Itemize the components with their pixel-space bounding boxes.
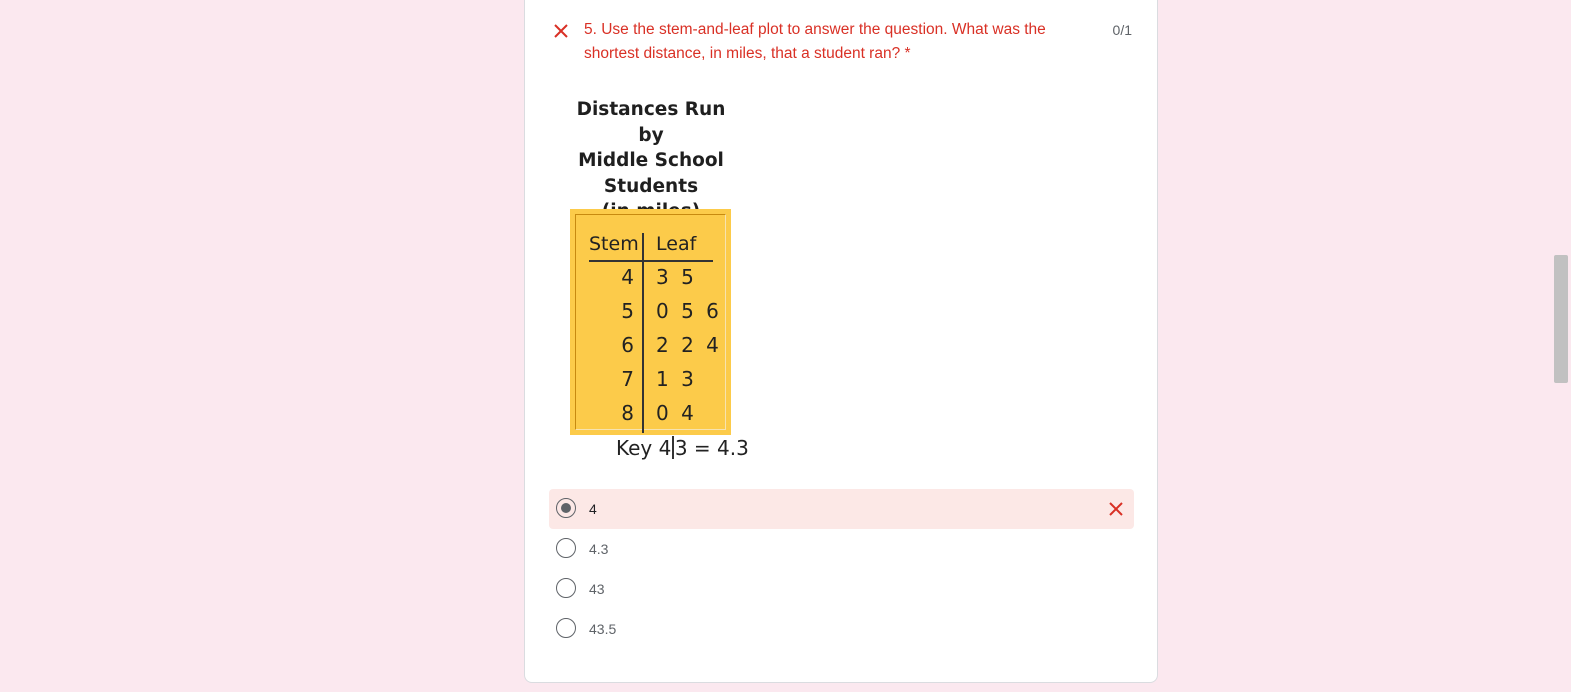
radio-button[interactable] [556,498,576,518]
stem-header: Stem [589,233,639,255]
leaf-header: Leaf [656,233,697,255]
answer-option-label: 4 [589,501,597,517]
answer-options [549,489,1134,649]
close-icon [1108,501,1124,517]
stem-value: 8 [621,401,634,425]
plot-table-box [570,209,731,435]
radio-button[interactable] [556,578,576,598]
plot-row [576,299,726,333]
scrollbar-thumb[interactable] [1554,255,1568,383]
plot-row [576,367,726,401]
plot-title [563,97,739,225]
answer-option-label: 43 [589,581,605,597]
plot-row [576,401,726,435]
leaf-values: 1 3 [656,367,697,391]
leaf-values: 2 2 4 [656,333,722,357]
radio-selected-dot [561,503,571,513]
radio-button[interactable] [556,538,576,558]
header-divider [589,260,713,262]
plot-title-line: Middle School [578,150,724,171]
question-score: 0/1 [1112,22,1132,38]
close-icon [552,22,570,40]
plot-table-frame [575,214,726,430]
stem-value: 7 [621,367,634,391]
plot-key-prefix: Key 4 [616,436,672,460]
plot-row [576,333,726,367]
leaf-values: 3 5 [656,265,697,289]
stem-value: 4 [621,265,634,289]
answer-option[interactable] [549,489,1134,529]
plot-title-line: Distances Run by [576,99,726,146]
answer-option[interactable] [549,609,1134,649]
leaf-values: 0 5 6 [656,299,722,323]
answer-option-label: 43.5 [589,621,617,637]
plot-title-line: Students [603,175,699,197]
answer-option[interactable] [549,529,1134,569]
plot-key-suffix: 3 = 4.3 [674,436,749,460]
stem-and-leaf-plot-image [563,97,749,460]
page-scrollbar[interactable] [1553,0,1571,692]
answer-option[interactable] [549,569,1134,609]
question-card [524,0,1158,683]
stem-value: 5 [621,299,634,323]
answer-option-label: 4.3 [589,541,609,557]
leaf-values: 0 4 [656,401,697,425]
plot-key-divider [672,436,674,459]
question-text: 5. Use the stem-and-leaf plot to answer the question. What was the shortest distance, in miles, that a student ran? * [584,21,1046,62]
stem-value: 6 [621,333,634,357]
radio-button[interactable] [556,618,576,638]
plot-key [616,436,749,460]
plot-row [576,265,726,299]
